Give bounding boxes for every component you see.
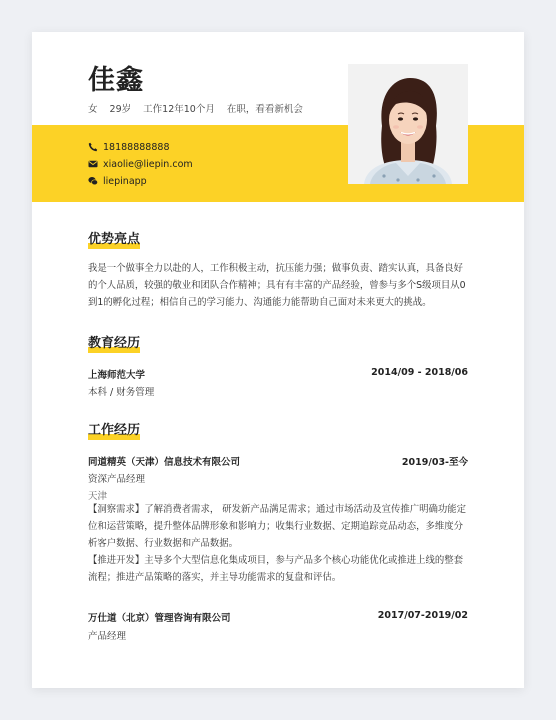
- contact-phone: [88, 140, 170, 154]
- company-name: 万仕道（北京）管理咨询有限公司: [88, 613, 231, 624]
- education-degree: 本科 / 财务管理: [88, 387, 155, 398]
- job-period: 2019/03-至今: [401, 457, 468, 468]
- contact-wechat: [88, 174, 147, 188]
- job-description: 【推进开发】主导多个大型信息化集成项目，参与产品多个核心功能优化或推进上线的整套流程；推进产品策略的落实，并主导功能需求的复盘和评估。: [88, 555, 464, 583]
- strengths-heading: 优势亮点: [88, 232, 141, 247]
- avatar: [348, 64, 468, 184]
- resume-page: [32, 32, 524, 688]
- company-name: 同道精英（天津）信息技术有限公司: [88, 457, 241, 468]
- work-years: 工作12年10个月: [143, 104, 215, 115]
- wechat-icon: [88, 176, 98, 186]
- job-period: 2017/07-2019/02: [377, 610, 468, 621]
- education-row: [88, 367, 468, 381]
- job-city: 天津: [88, 491, 108, 502]
- education-heading: 教育经历: [88, 336, 141, 351]
- gender: 女: [88, 104, 98, 115]
- age: 29岁: [109, 104, 132, 115]
- wechat-text: liepinapp: [103, 175, 147, 187]
- candidate-meta: [88, 101, 312, 115]
- mail-icon: [88, 159, 98, 169]
- education-period: 2014/09 - 2018/06: [371, 367, 468, 378]
- job-status: 在职，看看新机会: [226, 104, 303, 115]
- job-description: 【洞察需求】了解消费者需求， 研发新产品满足需求；通过市场活动及宣传推广明确功能定位和运营策略，提升整体品牌形象和影响力；收集行业数据、定期追踪竞品动态，多维度分析客户数据、行业数据和产品数据。: [88, 504, 466, 549]
- candidate-name: 佳鑫: [88, 65, 144, 96]
- portrait-image: [348, 64, 468, 184]
- work-heading: 工作经历: [88, 423, 141, 438]
- strengths-text: 我是一个做事全力以赴的人，工作积极主动，抗压能力强；做事负责、踏实认真，具备良好的个人品质，较强的敬业和团队合作精神；具有有丰富的产品经验，曾参与多个S级项目从0到1的孵化过程；相信自己的学习能力、沟通能力能帮助自己面对未来更大的挑战。: [88, 263, 466, 308]
- school-name: 上海师范大学: [88, 370, 146, 381]
- job-position: 产品经理: [88, 631, 127, 642]
- contact-email: [88, 157, 193, 171]
- job-header: [88, 454, 468, 468]
- job-header: [88, 610, 468, 624]
- phone-text: 18188888888: [103, 141, 170, 153]
- job-position: 资深产品经理: [88, 474, 146, 485]
- email-text: xiaolie@liepin.com: [103, 158, 193, 170]
- phone-icon: [88, 142, 98, 152]
